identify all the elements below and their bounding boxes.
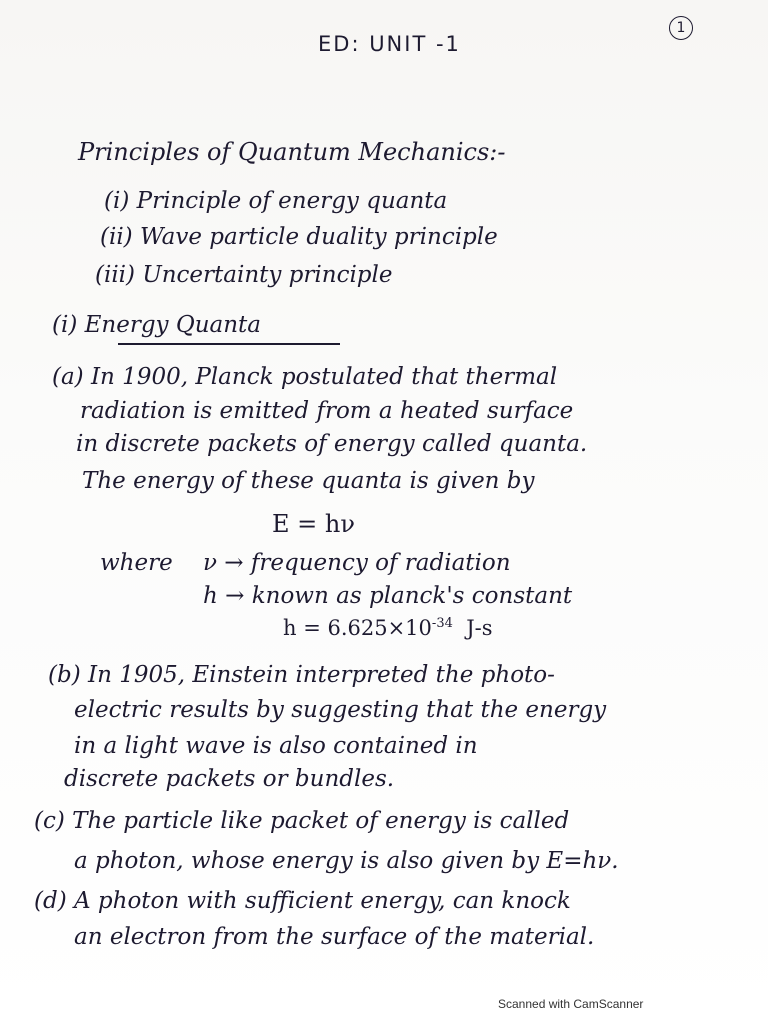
paragraph-line: (a) In 1900, Planck postulated that thermal [52,364,558,390]
subsection-heading: (i) Energy Quanta [52,312,261,338]
paragraph-line: (b) In 1905, Einstein interpreted the photo- [48,662,555,688]
paragraph-line: a photon, whose energy is also given by E=hν. [74,848,619,874]
paragraph-line: (c) The particle like packet of energy is called [34,808,570,834]
principle-item: (i) Principle of energy quanta [104,188,448,214]
paragraph-line: in a light wave is also contained in [74,733,478,759]
planck-constant-unit: J-s [466,616,493,640]
planck-constant-exponent: -34 [431,616,453,631]
energy-equation: E = hν [272,510,355,538]
paragraph-line: The energy of these quanta is given by [82,468,535,494]
scanner-footer [0,990,768,1024]
page-number-badge: 1 [669,16,693,40]
paragraph-line: in discrete packets of energy called quanta. [76,431,588,457]
paragraph-line: electric results by suggesting that the energy [74,697,607,723]
planck-constant-mantissa: h = 6.625×10 [283,616,432,640]
planck-constant-value [283,617,493,639]
principle-item: (ii) Wave particle duality principle [100,224,498,250]
subsection-underline [118,343,340,345]
definition-line: ν → frequency of radiation [203,550,511,576]
paragraph-line: an electron from the surface of the material. [74,924,595,950]
where-label: where [100,550,173,576]
section-heading: Principles of Quantum Mechanics:- [78,138,506,166]
scanner-watermark: Scanned with CamScanner [498,997,644,1011]
page-title: ED: UNIT -1 [318,32,461,56]
principle-item: (iii) Uncertainty principle [95,262,393,288]
paragraph-line: radiation is emitted from a heated surface [80,398,574,424]
paragraph-line: discrete packets or bundles. [64,766,395,792]
paragraph-line: (d) A photon with sufficient energy, can knock [34,888,571,914]
definition-line: h → known as planck's constant [203,583,573,609]
